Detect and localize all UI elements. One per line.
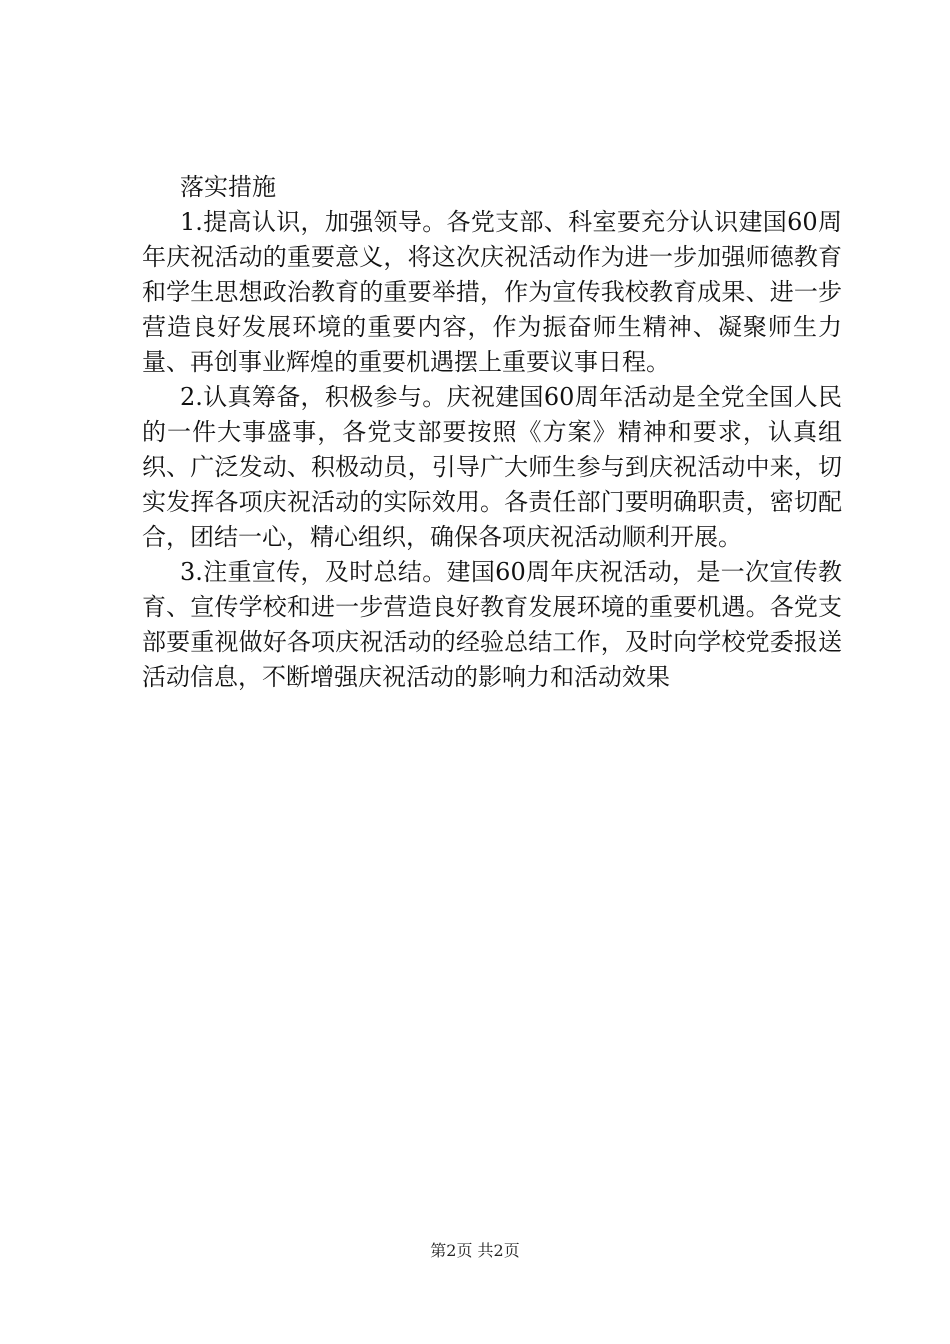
paragraph-2: 2.认真筹备，积极参与。庆祝建国60周年活动是全党全国人民的一件大事盛事，各党支部要按照《方案》精神和要求，认真组织、广泛发动、积极动员，引导广大师生参与到庆祝活动中来，切实发挥各项庆祝活动的实际效用。各责任部门要明确职责，密切配合，团结一心，精心组织，确保各项庆祝活动顺利开展。 <box>142 383 842 551</box>
paragraph-3: 3.注重宣传，及时总结。建国60周年庆祝活动，是一次宣传教育、宣传学校和进一步营造良好教育发展环境的重要机遇。各党支部要重视做好各项庆祝活动的经验总结工作，及时向学校党委报送活动信息，不断增强庆祝活动的影响力和活动效果 <box>142 558 842 691</box>
paragraph-1: 1.提高认识，加强领导。各党支部、科室要充分认识建国60周年庆祝活动的重要意义，将这次庆祝活动作为进一步加强师德教育和学生思想政治教育的重要举措，作为宣传我校教育成果、进一步营造良好发展环境的重要内容，作为振奋师生精神、凝聚师生力量、再创事业辉煌的重要机遇摆上重要议事日程。 <box>142 208 842 376</box>
document-body <box>142 170 842 695</box>
section-heading: 落实措施 <box>180 173 276 201</box>
page-footer: 第2页 共2页 <box>430 1241 520 1260</box>
